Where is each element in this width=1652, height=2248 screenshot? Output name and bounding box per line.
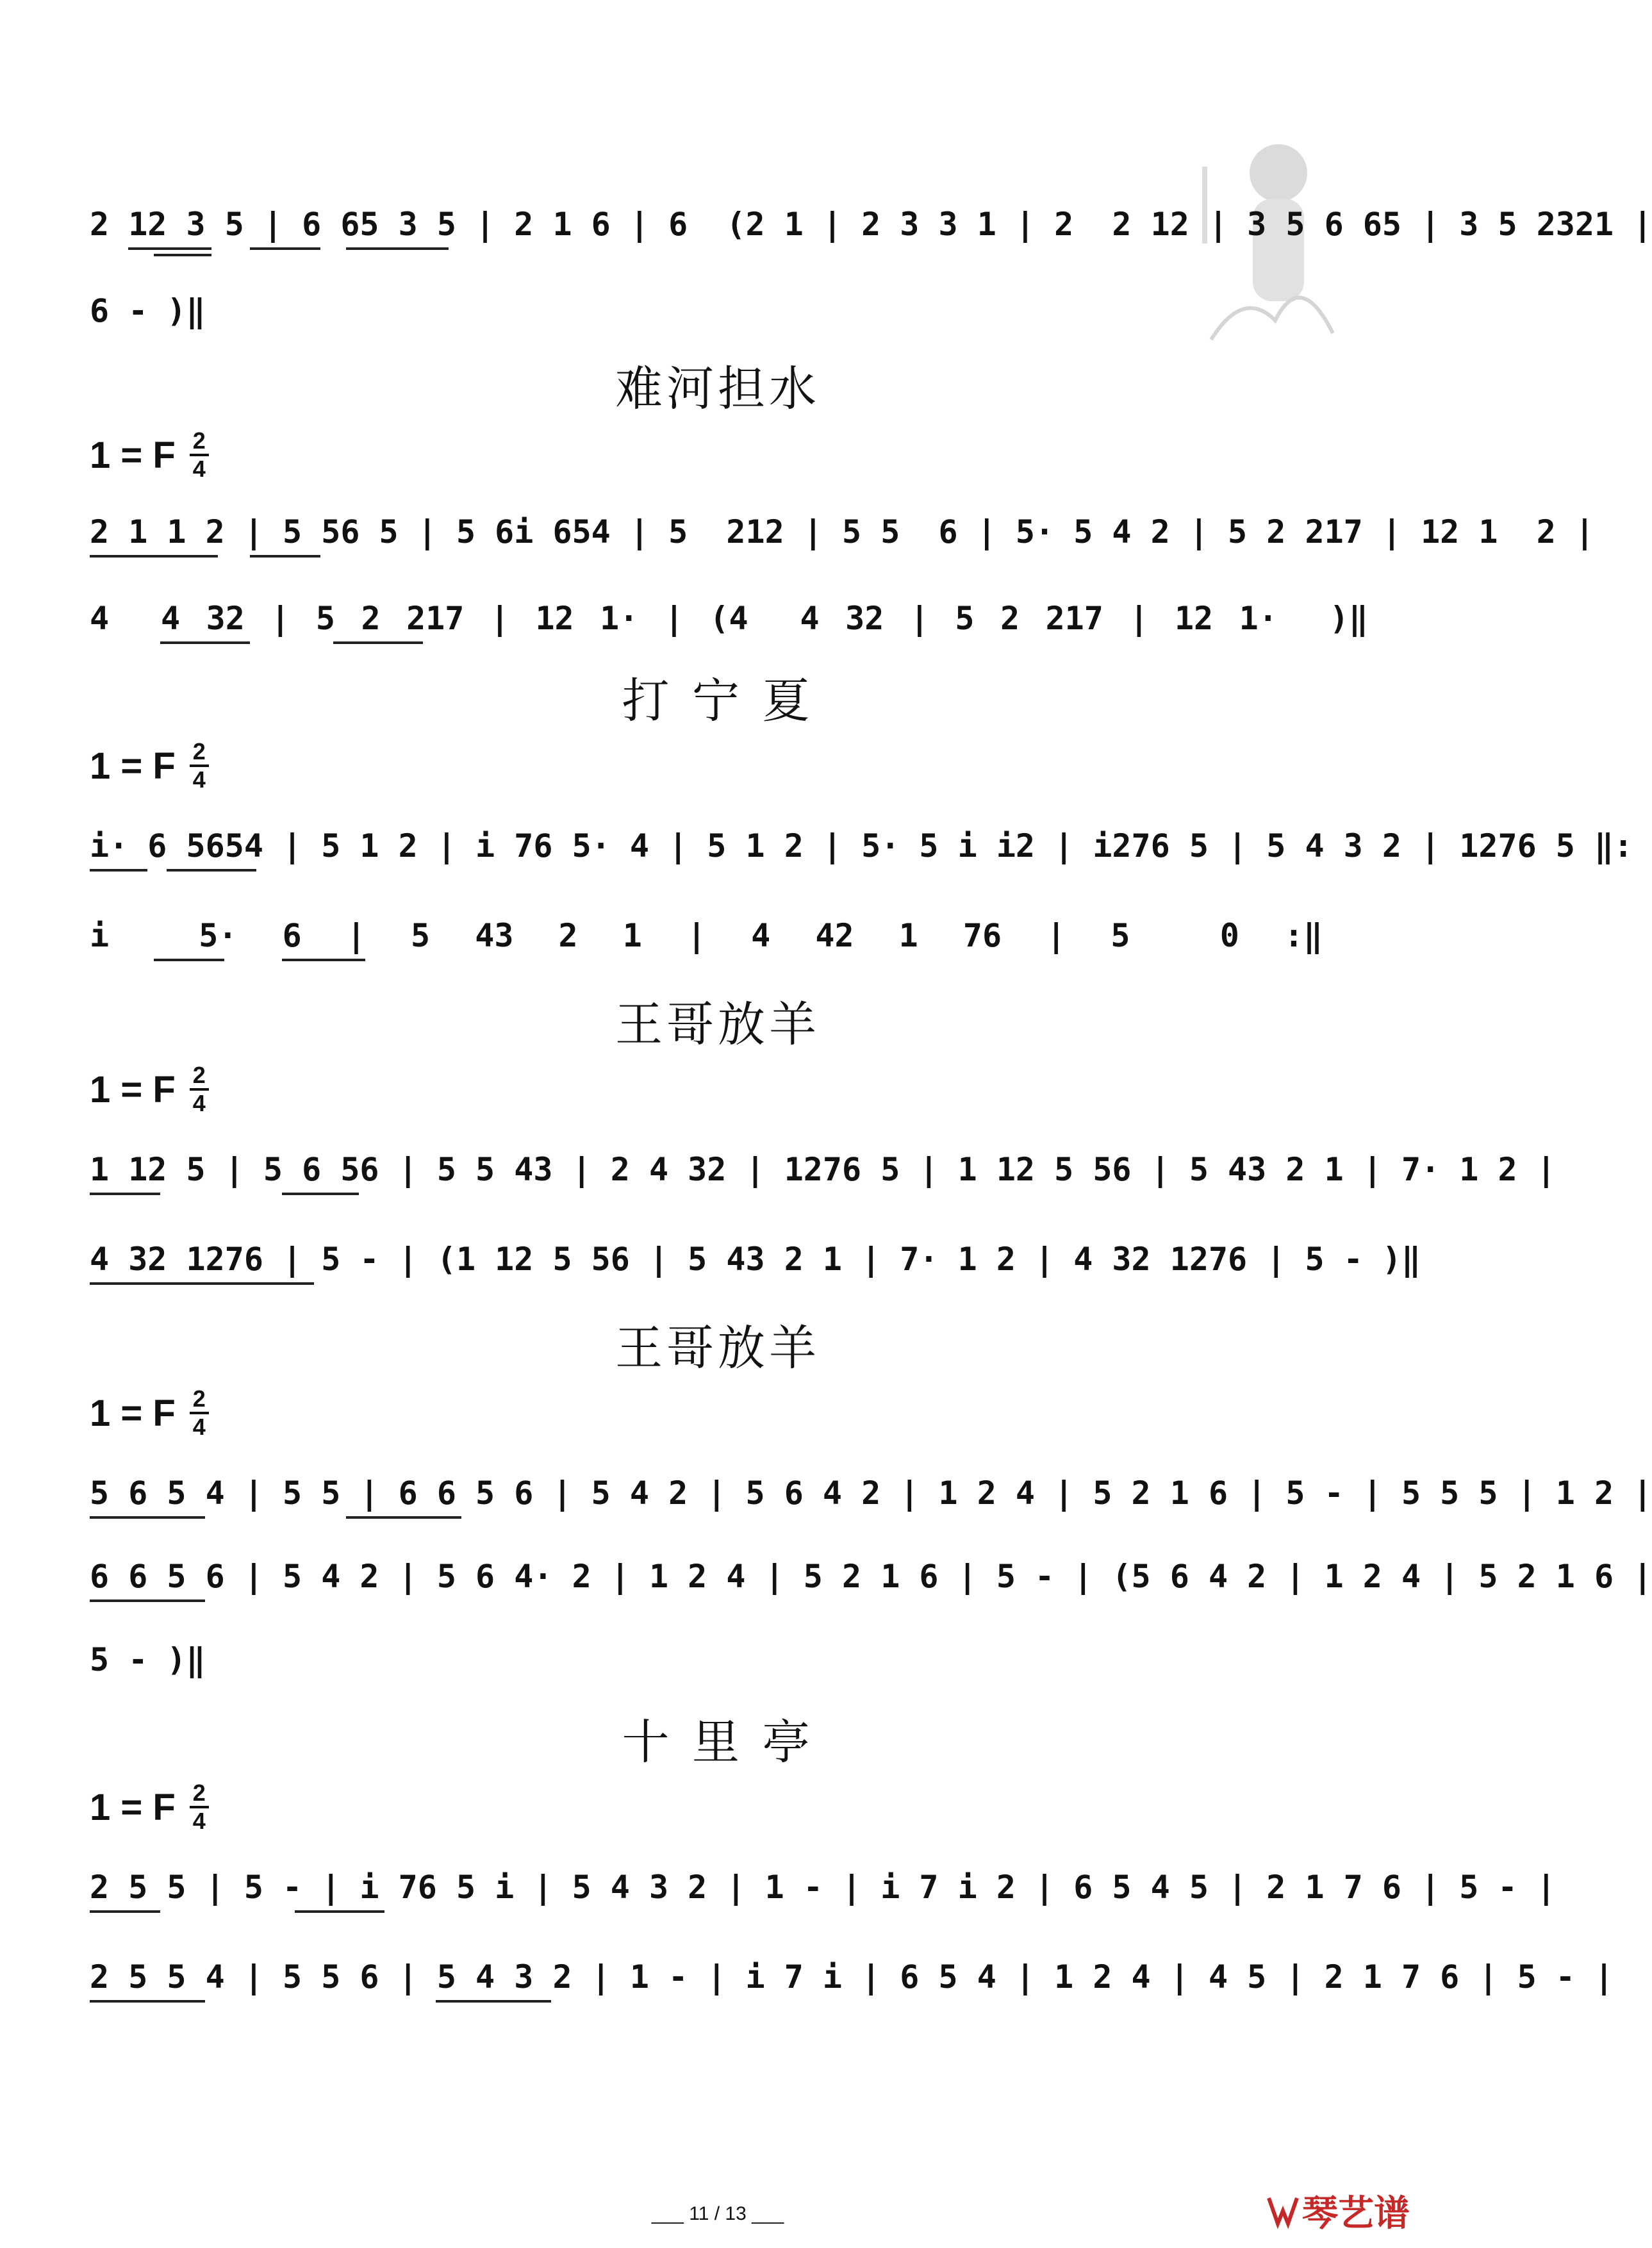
song-title: 王哥放羊 [615, 997, 820, 1052]
time-signature: $\frac{2}{4}$ [190, 1781, 209, 1833]
time-signature: $\frac{2}{4}$ [190, 1387, 209, 1439]
notation-line: 5 - )‖ [90, 1641, 206, 1678]
notation-line: 4 4 32 | 5 2 217 | 12 1· | (4 4 32 | 5 2 217 | 12 1· )‖ [90, 593, 1368, 663]
song-title: 王哥放羊 [615, 1321, 820, 1376]
key-signature: 1 = F $\frac{2}{4}$ [90, 429, 209, 481]
page-number: ___ 11 / 13 ___ [651, 2203, 784, 2224]
song-title: 难河担水 [615, 361, 820, 417]
song-title: 打 宁 夏 [622, 674, 814, 729]
notation-line: 6 6 5 6 | 5 4 2 | 5 6 4· 2 | 1 2 4 | 5 2 1 6 | 5 - | (5 6 4 2 | 1 2 4 | 5 2 1 6 | [90, 1551, 1368, 1621]
notation-line: 2 5 5 4 | 5 5 6 | 5 4 3 2 | 1 - | i 7 i | 6 5 4 | 1 2 4 | 4 5 | 2 1 7 6 | 5 - | [90, 1951, 1368, 2022]
notation-line: 5 6 5 4 | 5 5 | 6 6 5 6 | 5 4 2 | 5 6 4 2 | 1 2 4 | 5 2 1 6 | 5 - | 5 5 5 | 1 2 | [90, 1467, 1368, 1538]
site-logo: 琴艺谱 [1264, 2185, 1410, 2236]
time-signature: $\frac{2}{4}$ [190, 740, 209, 791]
key-signature: 1 = F $\frac{2}{4}$ [90, 1781, 209, 1833]
notation-line: i 5· 6 | 5 43 2 1 | 4 42 1 76 | 5 0 :‖ [90, 910, 1368, 980]
notation-line: 6 - )‖ [90, 292, 206, 329]
time-signature: $\frac{2}{4}$ [190, 1064, 209, 1115]
notation-line: 2 12 3 5 | 6 65 3 5 | 2 1 6 | 6 (2 1 | 2 3 3 1 | 2 2 12 | 3 5 6 65 | 3 5 2321 | [90, 199, 1368, 269]
logo-icon [1264, 2192, 1302, 2230]
notation-line: 2 1 1 2 | 5 56 5 | 5 6i 654 | 5 212 | 5 5 6 | 5· 5 4 2 | 5 2 217 | 12 1 2 | [90, 506, 1368, 577]
notation-line: 1 12 5 | 5 6 56 | 5 5 43 | 2 4 32 | 1276 5 | 1 12 5 56 | 5 43 2 1 | 7· 1 2 | [90, 1144, 1368, 1214]
key-signature: 1 = F $\frac{2}{4}$ [90, 1064, 209, 1115]
time-signature: $\frac{2}{4}$ [190, 429, 209, 481]
key-signature: 1 = F $\frac{2}{4}$ [90, 740, 209, 791]
notation-line: i· 6 5654 | 5 1 2 | i 76 5· 4 | 5 1 2 | 5· 5 i i2 | i276 5 | 5 4 3 2 | 1276 5 ‖: [90, 820, 1368, 891]
key-signature: 1 = F $\frac{2}{4}$ [90, 1387, 209, 1439]
notation-line: 2 5 5 | 5 - | i 76 5 i | 5 4 3 2 | 1 - | i 7 i 2 | 6 5 4 5 | 2 1 7 6 | 5 - | [90, 1862, 1368, 1932]
song-title: 十 里 亭 [622, 1715, 814, 1770]
notation-line: 4 32 1276 | 5 - | (1 12 5 56 | 5 43 2 1 | 7· 1 2 | 4 32 1276 | 5 - )‖ [90, 1234, 1368, 1304]
